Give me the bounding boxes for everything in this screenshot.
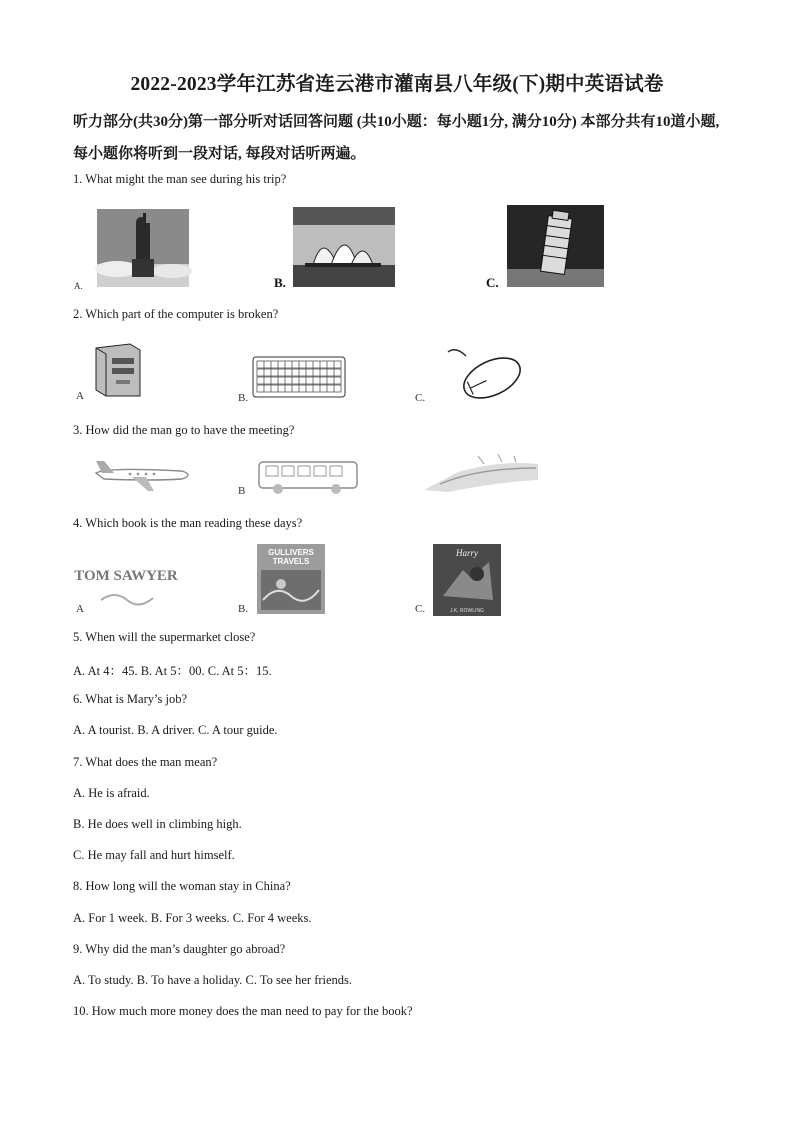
- airplane-image: [92, 455, 196, 495]
- q1-option-c-label: C.: [486, 275, 499, 290]
- gullivers-title-line-1: GULLIVERS: [268, 548, 314, 557]
- question-5-options: A. At 4：45. B. At 5：00. C. At 5：15.: [73, 664, 272, 678]
- tom-sawyer-title: TOM SAWYER: [74, 568, 178, 584]
- q2-option-b-label: B.: [238, 392, 249, 404]
- harry-potter-author: J.K. ROWLING: [450, 608, 484, 614]
- question-5: 5. When will the supermarket close?: [73, 630, 256, 644]
- leaning-tower-of-pisa-image: [507, 205, 604, 287]
- q4-option-a-label: A: [76, 603, 84, 615]
- q2-option-c-label: C.: [415, 392, 426, 404]
- question-10: 10. How much more money does the man need to pay for the book?: [73, 1004, 413, 1018]
- sydney-opera-house-image: [293, 207, 395, 287]
- question-7-option-c: C. He may fall and hurt himself.: [73, 848, 235, 862]
- question-1: 1. What might the man see during his trip?: [73, 172, 287, 186]
- tom-sawyer-book-cover: [74, 552, 178, 612]
- question-4: 4. Which book is the man reading these days?: [73, 516, 303, 530]
- question-6: 6. What is Mary’s job?: [73, 692, 187, 706]
- q3-option-b-label: B: [238, 485, 246, 497]
- computer-mouse-image: [446, 346, 526, 402]
- keyboard-image: [252, 356, 346, 398]
- q1-option-a-label: A.: [74, 281, 83, 291]
- question-7: 7. What does the man mean?: [73, 755, 218, 769]
- question-8-options: A. For 1 week. B. For 3 weeks. C. For 4 weeks.: [73, 911, 312, 925]
- question-3: 3. How did the man go to have the meeting?: [73, 423, 295, 437]
- statue-of-liberty-image: [97, 209, 189, 287]
- bus-image: [256, 458, 360, 496]
- listening-intro: 听力部分(共30分)第一部分听对话回答问题 (共10小题：每小题1分, 满分10分) 本部分共有10道小题, 每小题你将听到一段对话, 每段对话听两遍。: [73, 114, 720, 162]
- page-title: 2022-2023学年江苏省连云港市灌南县八年级(下)期中英语试卷: [130, 74, 664, 95]
- train-image: [418, 450, 542, 496]
- gullivers-travels-book-cover: [257, 544, 325, 614]
- q4-option-b-label: B.: [238, 603, 249, 615]
- question-6-options: A. A tourist. B. A driver. C. A tour guide.: [73, 723, 278, 737]
- gullivers-title-line-2: TRAVELS: [272, 557, 310, 566]
- question-2: 2. Which part of the computer is broken?: [73, 307, 279, 321]
- question-9: 9. Why did the man’s daughter go abroad?: [73, 942, 286, 956]
- q4-option-c-label: C.: [415, 603, 426, 615]
- harry-potter-title: Harry: [456, 548, 478, 558]
- q1-option-b-label: B.: [274, 275, 286, 290]
- question-8: 8. How long will the woman stay in China?: [73, 879, 291, 893]
- computer-tower-image: [92, 340, 144, 398]
- q2-option-a-label: A: [76, 390, 84, 402]
- question-7-option-b: B. He does well in climbing high.: [73, 817, 242, 831]
- harry-potter-book-cover: [433, 544, 501, 616]
- question-7-option-a: A. He is afraid.: [73, 786, 150, 800]
- question-9-options: A. To study. B. To have a holiday. C. To see her friends.: [73, 973, 353, 987]
